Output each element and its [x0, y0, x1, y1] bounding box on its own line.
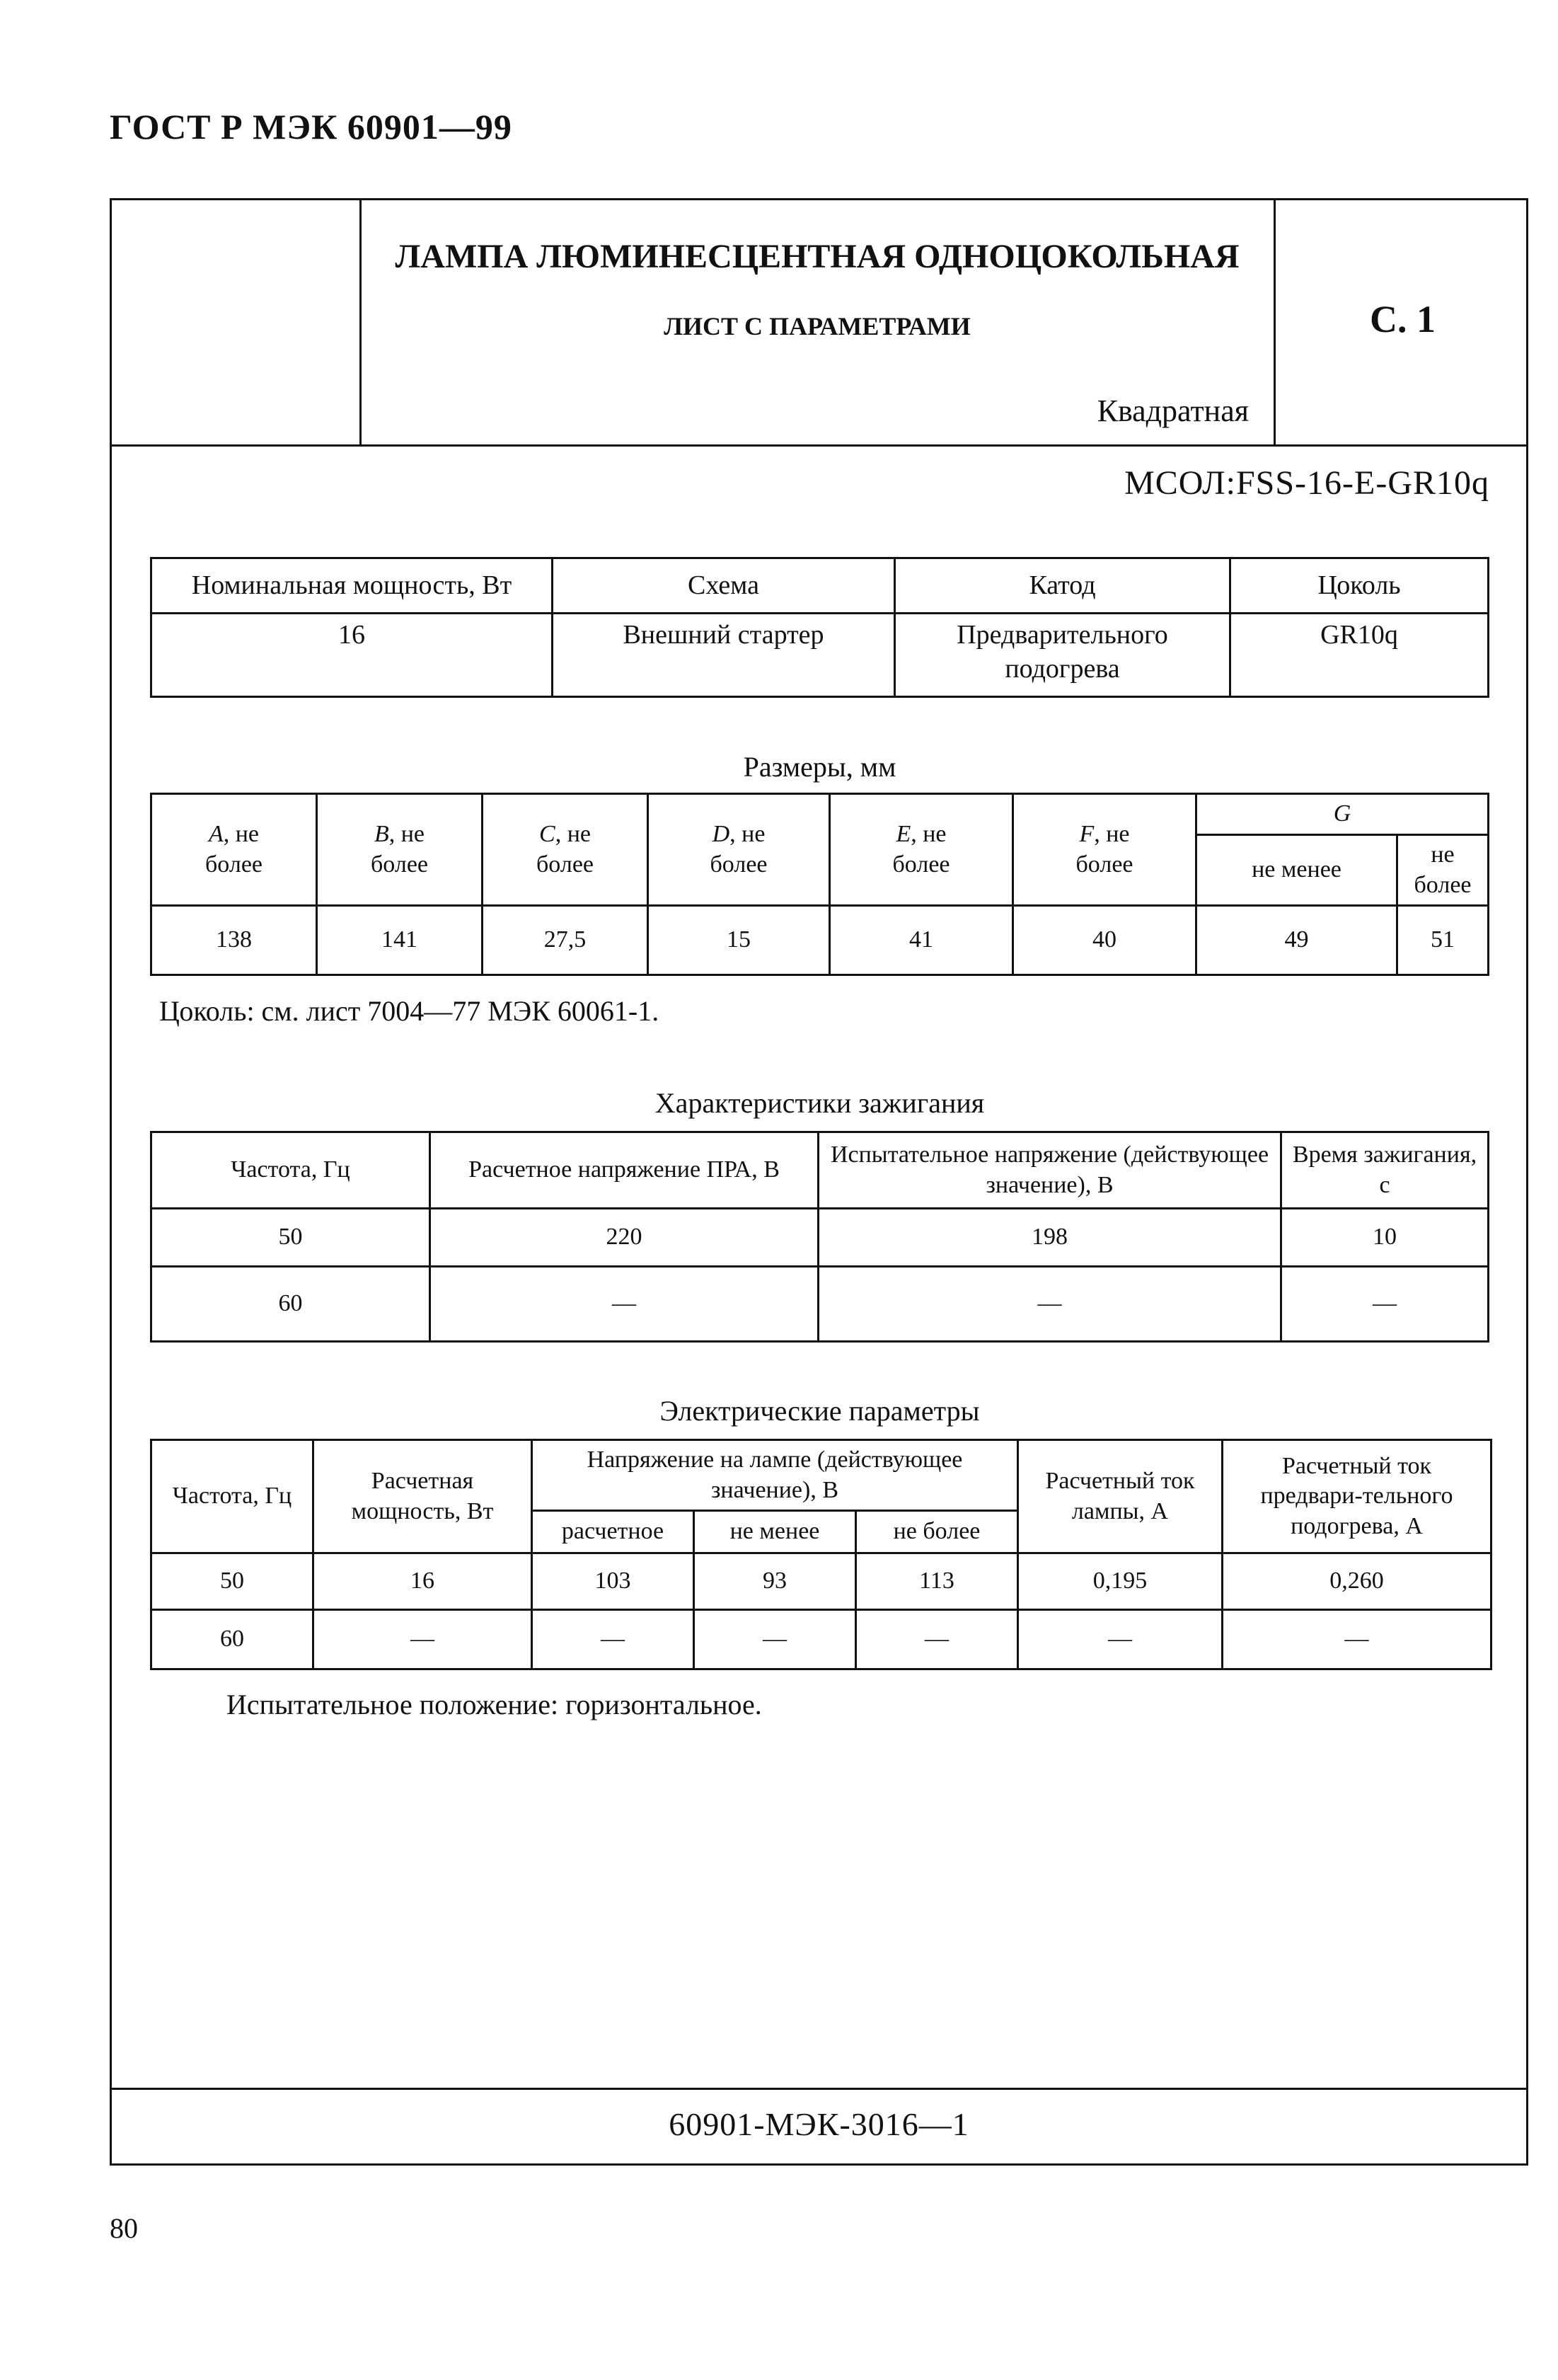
dim-c-header: C, не более	[483, 794, 648, 906]
electrical-cell: —	[1018, 1610, 1223, 1669]
ignition-cell: —	[430, 1267, 819, 1342]
electrical-header-voltage-min: не менее	[694, 1511, 856, 1553]
header-divider-right	[1274, 198, 1276, 446]
electrical-header-power: Расчетная мощность, Вт	[313, 1440, 532, 1553]
electrical-cell: —	[856, 1610, 1018, 1669]
ignition-table	[150, 1131, 1489, 1343]
header-scheme: Схема	[553, 558, 895, 614]
lamp-code: МСОЛ:FSS-16-E-GR10q	[1124, 464, 1489, 502]
footer-top-rule	[110, 2088, 1528, 2090]
electrical-header-frequency: Частота, Гц	[151, 1440, 313, 1553]
ignition-cell: 50	[151, 1209, 430, 1267]
electrical-header-preheat: Расчетный ток предвари-тельного подогрева, А	[1223, 1440, 1491, 1553]
sheet-title: ЛАМПА ЛЮМИНЕСЦЕНТНАЯ ОДНОЦОКОЛЬНАЯ	[395, 238, 1240, 275]
base-note: Цоколь: см. лист 7004—77 МЭК 60061-1.	[159, 995, 659, 1027]
ignition-cell: 198	[819, 1209, 1281, 1267]
table-row	[151, 1267, 1489, 1342]
dim-f-value: 40	[1013, 906, 1196, 975]
dim-d-header: D, не более	[648, 794, 830, 906]
test-position-note: Испытательное положение: горизонтальное.	[226, 1689, 762, 1720]
ignition-cell: 60	[151, 1267, 430, 1342]
dim-a-value: 138	[151, 906, 317, 975]
ignition-header-time: Время зажигания, с	[1281, 1132, 1489, 1209]
sheet-page-label: С. 1	[1370, 298, 1436, 340]
electrical-header-voltage-rated: расчетное	[532, 1511, 694, 1553]
electrical-caption: Электрические параметры	[659, 1395, 980, 1427]
ignition-cell: 220	[430, 1209, 819, 1267]
header-cathode: Катод	[895, 558, 1230, 614]
dim-a-header: A, не более	[151, 794, 317, 906]
electrical-cell: —	[694, 1610, 856, 1669]
header-base: Цоколь	[1230, 558, 1489, 614]
value-cathode: Предварительного подогрева	[895, 614, 1230, 697]
value-power: 16	[151, 614, 553, 697]
electrical-cell: 93	[694, 1553, 856, 1610]
electrical-header-voltage: Напряжение на лампе (действующее значение), В	[532, 1440, 1018, 1511]
dim-e-header: E, не более	[830, 794, 1013, 906]
value-scheme: Внешний стартер	[553, 614, 895, 697]
dimensions-table	[150, 793, 1489, 976]
electrical-cell: —	[1223, 1610, 1491, 1669]
ignition-cell: —	[1281, 1267, 1489, 1342]
electrical-cell: 16	[313, 1553, 532, 1610]
electrical-cell: 103	[532, 1553, 694, 1610]
electrical-table	[150, 1439, 1492, 1670]
sheet-subtitle: ЛИСТ С ПАРАМЕТРАМИ	[664, 312, 971, 340]
value-base: GR10q	[1230, 614, 1489, 697]
standard-number: ГОСТ Р МЭК 60901—99	[110, 107, 512, 146]
dim-b-header: B, не более	[317, 794, 483, 906]
header-power: Номинальная мощность, Вт	[151, 558, 553, 614]
electrical-cell: 60	[151, 1610, 313, 1669]
electrical-cell: 113	[856, 1553, 1018, 1610]
dim-d-value: 15	[648, 906, 830, 975]
ignition-header-test-voltage: Испытательное напряжение (действующее значение), В	[819, 1132, 1281, 1209]
dim-g-header: G	[1196, 794, 1489, 835]
ignition-cell: —	[819, 1267, 1281, 1342]
electrical-cell: —	[313, 1610, 532, 1669]
ignition-header-ballast-voltage: Расчетное напряжение ПРА, В	[430, 1132, 819, 1209]
table-row	[151, 1610, 1491, 1669]
ignition-header-frequency: Частота, Гц	[151, 1132, 430, 1209]
main-parameters-table	[150, 557, 1489, 698]
electrical-cell: 50	[151, 1553, 313, 1610]
ignition-caption: Характеристики зажигания	[654, 1087, 985, 1119]
dim-g-max-value: 51	[1397, 906, 1489, 975]
dim-e-value: 41	[830, 906, 1013, 975]
table-row	[151, 1209, 1489, 1267]
electrical-cell: 0,260	[1223, 1553, 1491, 1610]
ignition-cell: 10	[1281, 1209, 1489, 1267]
dim-g-max-header: не более	[1397, 835, 1489, 906]
lamp-shape: Квадратная	[1097, 393, 1249, 428]
electrical-header-voltage-max: не более	[856, 1511, 1018, 1553]
document-number: 60901-МЭК-3016—1	[669, 2106, 969, 2142]
dim-f-header: F, не более	[1013, 794, 1196, 906]
dim-c-value: 27,5	[483, 906, 648, 975]
dim-g-min-header: не менее	[1196, 835, 1397, 906]
dimensions-caption: Размеры, мм	[743, 751, 896, 783]
electrical-cell: —	[532, 1610, 694, 1669]
dim-b-value: 141	[317, 906, 483, 975]
table-row	[151, 1553, 1491, 1610]
electrical-cell: 0,195	[1018, 1553, 1223, 1610]
electrical-header-current: Расчетный ток лампы, А	[1018, 1440, 1223, 1553]
page-number: 80	[110, 2212, 138, 2244]
dim-g-min-value: 49	[1196, 906, 1397, 975]
header-bottom-rule	[110, 444, 1528, 447]
